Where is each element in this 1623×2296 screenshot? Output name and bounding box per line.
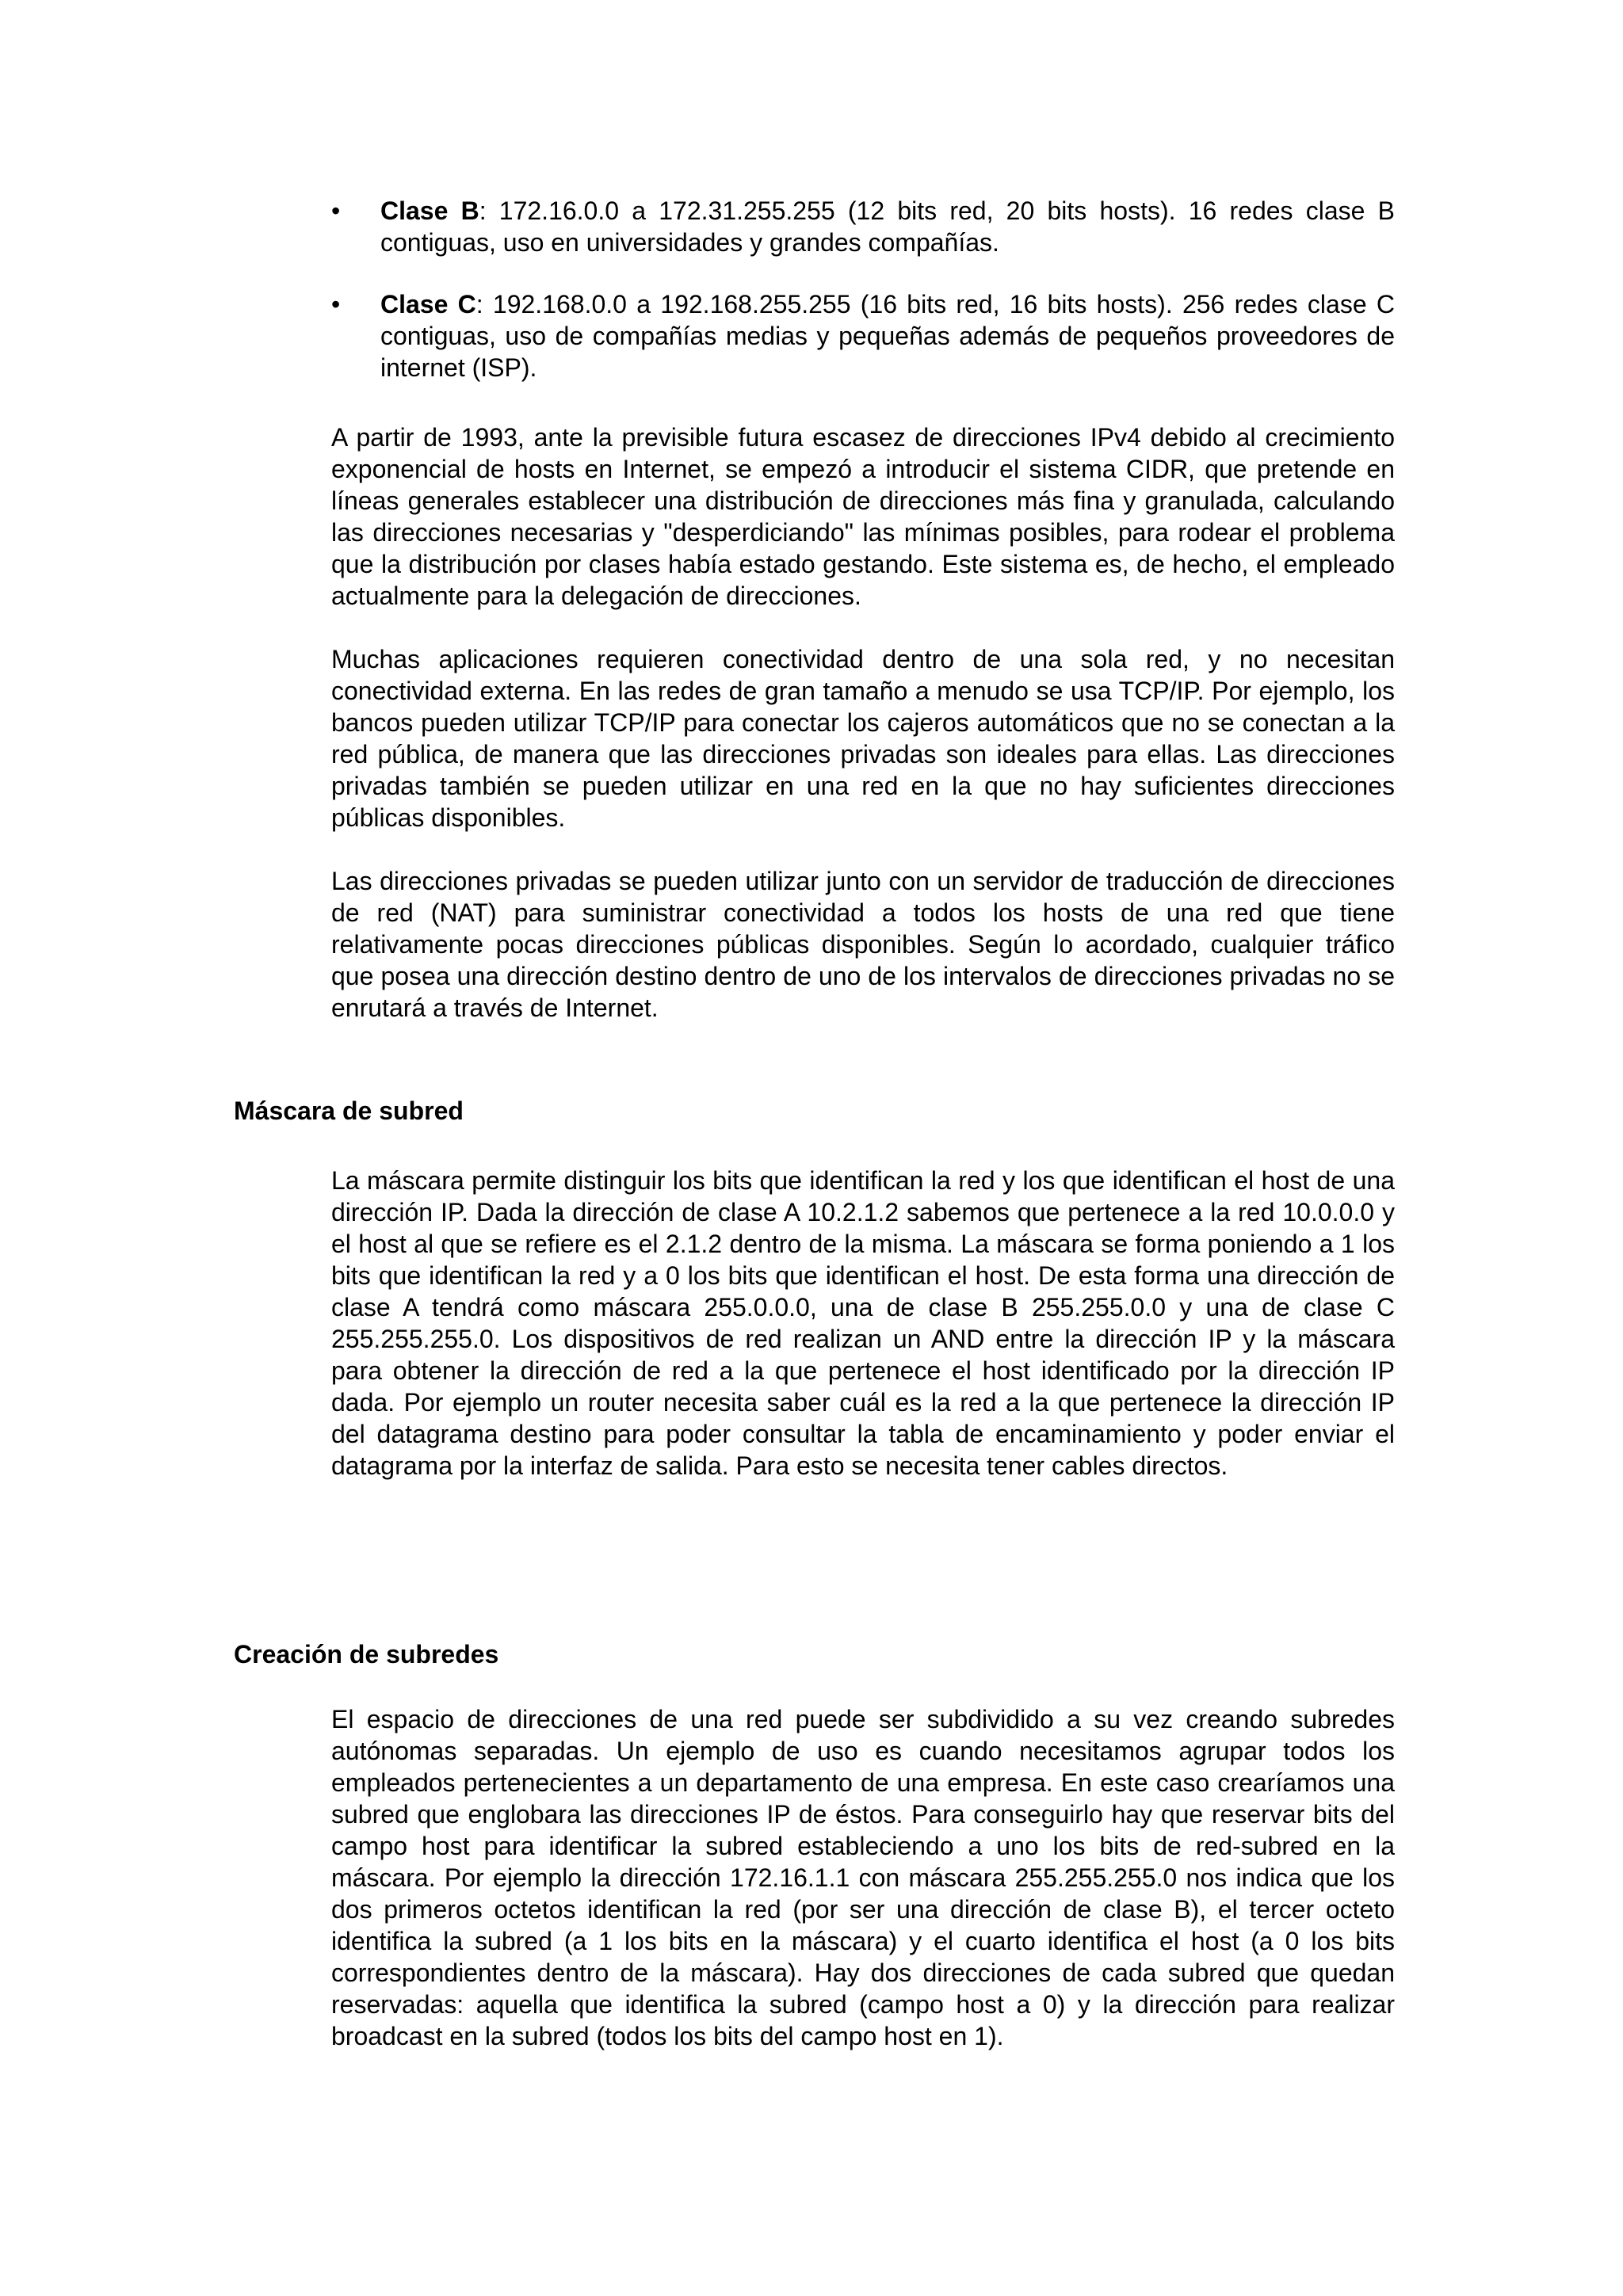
bullet-text: : 192.168.0.0 a 192.168.255.255 (16 bits red, 16 bits hosts). 256 redes clase C contiguas, uso de compañías medias y pequeñas además de pequeños proveedores de internet (ISP). [380,290,1396,382]
bullet-icon: • [331,290,341,318]
paragraph-text: A partir de 1993, ante la previsible futura escasez de direcciones IPv4 debido al crecimiento exponencial de hosts en Internet, se empezó a introducir el sistema CIDR, que pretende en líneas generales establecer una distribución de direcciones más fina y granulada, calculando las direcciones necesarias y "desperdiciando" las mínimas posibles, para rodear el problema que la distribución por clases había estado gestando. Este sistema es, de hecho, el empleado actualmente para la delegación de direcciones. [331,423,1395,610]
paragraph-private-networks [331,643,1395,833]
paragraph-text: Las direcciones privadas se pueden utilizar junto con un servidor de traducción de direcciones de red (NAT) para suministrar conectividad a todos los hosts de una red que tiene relativamente pocas direcciones públicas disponibles. Según lo acordado, cualquier tráfico que posea una dirección destino dentro de uno de los intervalos de direcciones privadas no se enrutará a través de Internet. [331,867,1395,1022]
address-class-list [331,195,1395,414]
paragraph-text: El espacio de direcciones de una red puede ser subdividido a su vez creando subredes autónomas separadas. Un ejemplo de uso es cuando necesitamos agrupar todos los empleados pertenecientes a un departamento de una empresa. En este caso crearíamos una subred que englobara las direcciones IP de éstos. Para conseguirlo hay que reservar bits del campo host para identificar la subred estableciendo a uno los bits de red-subred en la máscara. Por ejemplo la dirección 172.16.1.1 con máscara 255.255.255.0 nos indica que los dos primeros octetos identifican la red (por ser una dirección de clase B), el tercer octeto identifica la subred (a 1 los bits en la máscara) y el cuarto identifica el host (a 0 los bits correspondientes dentro de la máscara). Hay dos direcciones de cada subred que quedan reservadas: aquella que identifica la subred (campo host a 0) y la dirección para realizar broadcast en la subred (todos los bits del campo host en 1). [331,1705,1395,2050]
paragraph-cidr [331,421,1395,612]
list-item [331,195,1395,258]
paragraph-nat [331,865,1395,1024]
bullet-icon: • [331,196,341,225]
section-heading-subredes: Creación de subredes [234,1640,499,1669]
paragraph-mascara [331,1165,1395,1482]
section-heading-mascara: Máscara de subred [234,1097,464,1125]
paragraph-text: La máscara permite distinguir los bits que identifican la red y los que identifican el host de una dirección IP. Dada la dirección de clase A 10.2.1.2 sabemos que pertenece a la red 10.0.0.0 y el host al que se refiere es el 2.1.2 dentro de la misma. La máscara se forma poniendo a 1 los bits que identifican la red y a 0 los bits que identifican el host. De esta forma una dirección de clase A tendrá como máscara 255.0.0.0, una de clase B 255.255.0.0 y una de clase C 255.255.255.0. Los dispositivos de red realizan un AND entre la dirección IP y la máscara para obtener la dirección de red a la que pertenece el host identificado por la dirección IP dada. Por ejemplo un router necesita saber cuál es la red a la que pertenece la dirección IP del datagrama destino para poder consultar la tabla de encaminamiento y poder enviar el datagrama por la interfaz de salida. Para esto se necesita tener cables directos. [331,1166,1395,1480]
paragraph-text: Muchas aplicaciones requieren conectividad dentro de una sola red, y no necesitan conectividad externa. En las redes de gran tamaño a menudo se usa TCP/IP. Por ejemplo, los bancos pueden utilizar TCP/IP para conectar los cajeros automáticos que no se conectan a la red pública, de manera que las direcciones privadas son ideales para ellas. Las direcciones privadas también se pueden utilizar en una red en la que no hay suficientes direcciones públicas disponibles. [331,645,1395,832]
bullet-term: Clase C [380,290,476,318]
paragraph-subredes [331,1703,1395,2052]
bullet-term: Clase B [380,196,479,225]
list-item [331,288,1395,383]
bullet-text: : 172.16.0.0 a 172.31.255.255 (12 bits red, 20 bits hosts). 16 redes clase B contiguas, uso en universidades y grandes compañías. [380,196,1396,257]
